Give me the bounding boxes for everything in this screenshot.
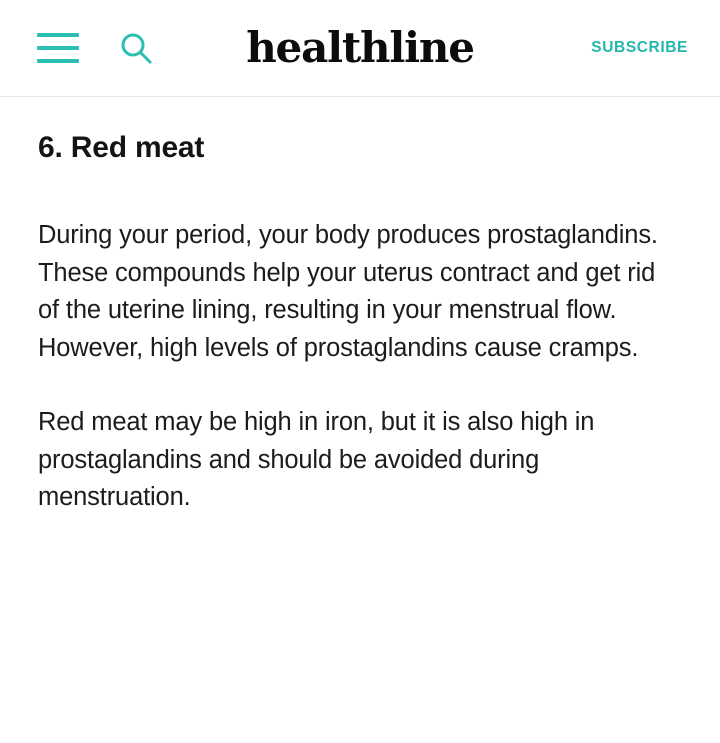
article-body [0,97,720,517]
article-paragraph-1: During your period, your body produces prostaglandins. These compounds help your uterus contract and get rid of the uterine lining, resulting in your menstrual flow. However, high levels of prostaglandins cause cramps. [38,221,658,363]
article-paragraph-2: Red meat may be high in iron, but it is also high in prostaglandins and should be avoided during menstruation. [38,407,595,512]
section-heading: 6. Red meat [38,131,205,164]
hamburger-menu-icon[interactable] [37,33,79,63]
hamburger-bar-3 [37,59,79,63]
subscribe-button[interactable]: SUBSCRIBE [591,39,688,56]
site-logo-text[interactable]: healthline [246,23,474,72]
search-icon[interactable] [118,30,154,66]
hamburger-bar-2 [37,46,79,50]
site-header [0,0,720,97]
hamburger-bar-1 [37,33,79,37]
